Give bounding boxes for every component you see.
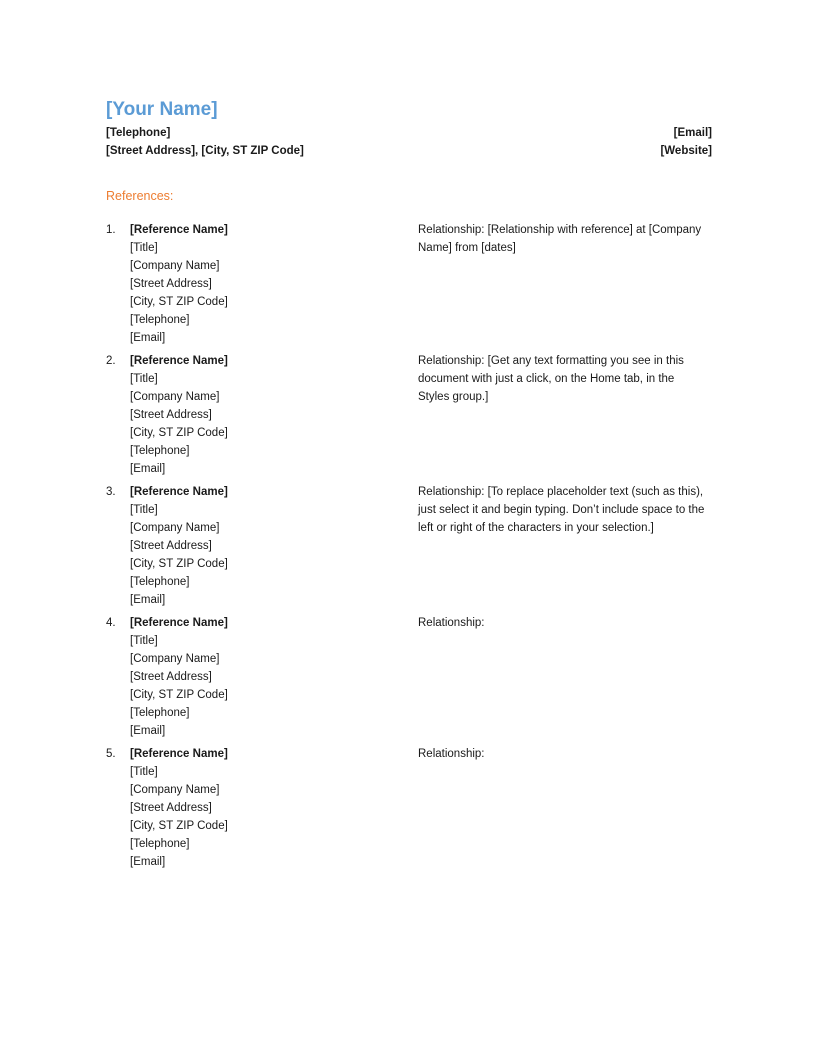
reference-item <box>106 221 712 347</box>
reference-street[interactable]: [Street Address] <box>130 802 212 814</box>
reference-number: 3. <box>106 486 116 498</box>
reference-email[interactable]: [Email] <box>130 856 166 868</box>
reference-street[interactable]: [Street Address] <box>130 540 212 552</box>
reference-company[interactable]: [Company Name] <box>130 260 220 272</box>
reference-title[interactable]: [Title] <box>130 373 158 385</box>
reference-item <box>106 352 712 478</box>
reference-name[interactable]: [Reference Name] <box>130 355 228 367</box>
reference-number: 2. <box>106 355 116 367</box>
reference-relationship[interactable]: Relationship: <box>418 748 485 760</box>
document-page <box>106 96 712 871</box>
reference-company[interactable]: [Company Name] <box>130 522 220 534</box>
reference-item <box>106 483 712 609</box>
website-field[interactable]: [Website] <box>660 145 712 157</box>
reference-name[interactable]: [Reference Name] <box>130 224 228 236</box>
reference-street[interactable]: [Street Address] <box>130 671 212 683</box>
reference-contact-block <box>130 614 410 740</box>
reference-email[interactable]: [Email] <box>130 332 166 344</box>
reference-title[interactable]: [Title] <box>130 766 158 778</box>
reference-item <box>106 745 712 871</box>
reference-city[interactable]: [City, ST ZIP Code] <box>130 689 228 701</box>
reference-relationship[interactable]: Relationship: [Relationship with reference] at [Company Name] from [dates] <box>418 224 702 254</box>
references-heading: References: <box>106 189 174 203</box>
reference-email[interactable]: [Email] <box>130 594 166 606</box>
reference-company[interactable]: [Company Name] <box>130 784 220 796</box>
reference-number: 4. <box>106 617 116 629</box>
references-list <box>106 221 712 871</box>
your-name-heading[interactable]: [Your Name] <box>106 99 218 120</box>
reference-email[interactable]: [Email] <box>130 725 166 737</box>
reference-relationship[interactable]: Relationship: [To replace placeholder text (such as this), just select it and begin typing. Don’t include space to the left or right of the characters in your selection.] <box>418 486 705 534</box>
contact-row-2 <box>106 142 712 160</box>
reference-relationship[interactable]: Relationship: [Get any text formatting you see in this document with just a click, on the Home tab, in the Styles group.] <box>418 355 684 403</box>
reference-city[interactable]: [City, ST ZIP Code] <box>130 820 228 832</box>
reference-email[interactable]: [Email] <box>130 463 166 475</box>
reference-telephone[interactable]: [Telephone] <box>130 838 190 850</box>
reference-company[interactable]: [Company Name] <box>130 653 220 665</box>
reference-contact-block <box>130 352 410 478</box>
reference-title[interactable]: [Title] <box>130 242 158 254</box>
reference-contact-block <box>130 483 410 609</box>
reference-telephone[interactable]: [Telephone] <box>130 314 190 326</box>
telephone-field[interactable]: [Telephone] <box>106 127 171 139</box>
reference-street[interactable]: [Street Address] <box>130 409 212 421</box>
reference-title[interactable]: [Title] <box>130 635 158 647</box>
address-field[interactable]: [Street Address], [City, ST ZIP Code] <box>106 145 304 157</box>
reference-number: 1. <box>106 224 116 236</box>
reference-title[interactable]: [Title] <box>130 504 158 516</box>
reference-telephone[interactable]: [Telephone] <box>130 576 190 588</box>
contact-row-1 <box>106 124 712 142</box>
reference-telephone[interactable]: [Telephone] <box>130 707 190 719</box>
reference-item <box>106 614 712 740</box>
reference-contact-block <box>130 221 410 347</box>
reference-relationship[interactable]: Relationship: <box>418 617 485 629</box>
reference-city[interactable]: [City, ST ZIP Code] <box>130 427 228 439</box>
email-field[interactable]: [Email] <box>673 127 712 139</box>
reference-street[interactable]: [Street Address] <box>130 278 212 290</box>
reference-name[interactable]: [Reference Name] <box>130 486 228 498</box>
reference-contact-block <box>130 745 410 871</box>
reference-company[interactable]: [Company Name] <box>130 391 220 403</box>
reference-city[interactable]: [City, ST ZIP Code] <box>130 296 228 308</box>
reference-city[interactable]: [City, ST ZIP Code] <box>130 558 228 570</box>
reference-name[interactable]: [Reference Name] <box>130 748 228 760</box>
reference-name[interactable]: [Reference Name] <box>130 617 228 629</box>
reference-telephone[interactable]: [Telephone] <box>130 445 190 457</box>
reference-number: 5. <box>106 748 116 760</box>
